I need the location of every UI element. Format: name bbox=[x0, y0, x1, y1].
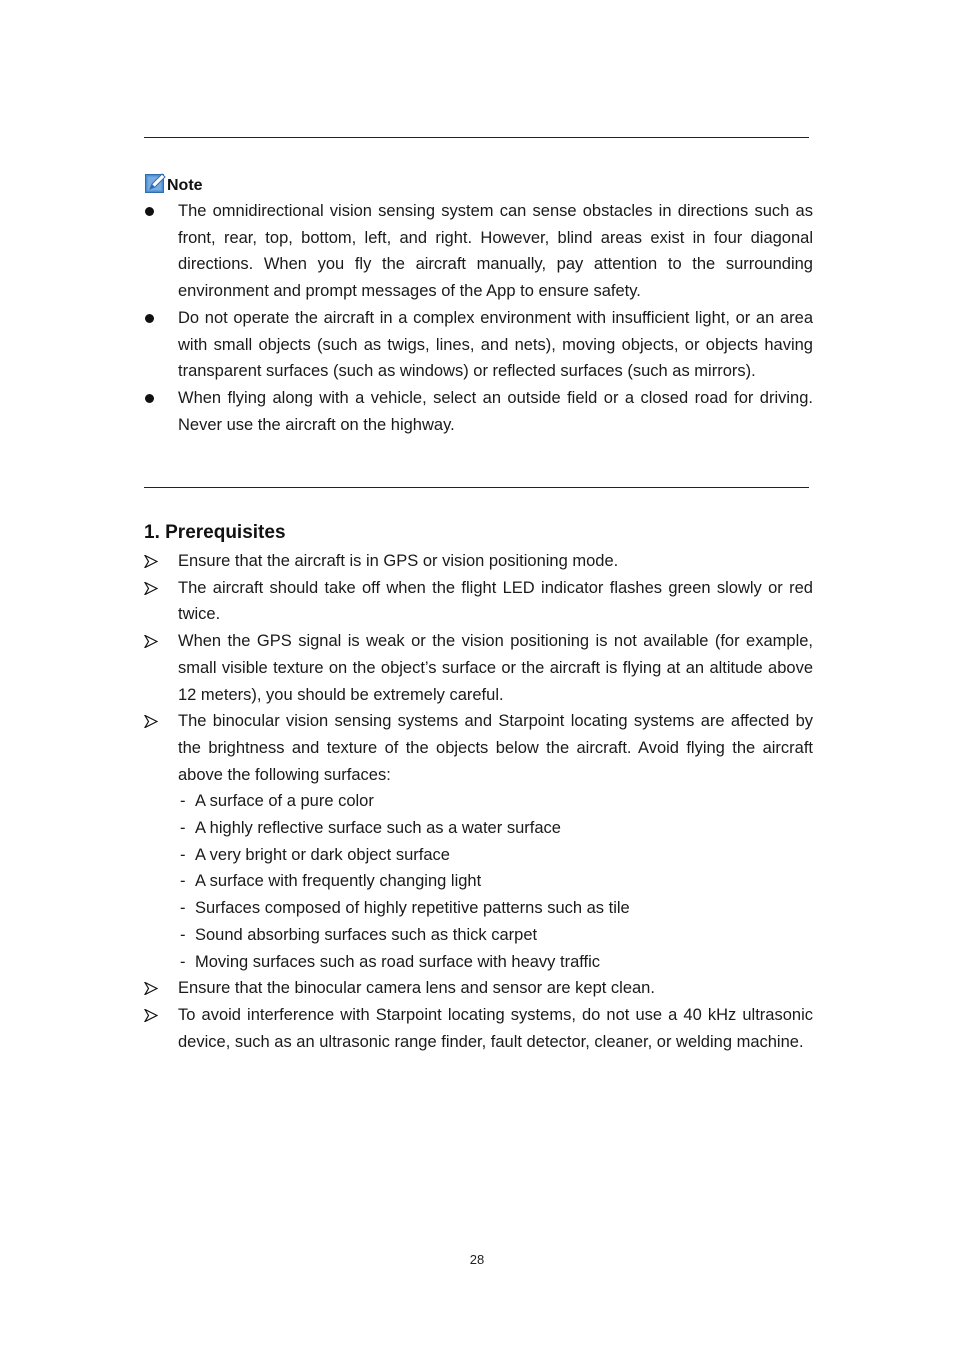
prerequisite-item bbox=[144, 548, 813, 575]
prerequisite-item bbox=[144, 628, 813, 708]
prerequisite-item bbox=[144, 708, 813, 975]
prerequisite-text: To avoid interference with Starpoint locating systems, do not use a 40 kHz ultrasonic device, such as an ultrasonic range finder, fault detector, cleaner, or welding machine. bbox=[178, 1005, 813, 1051]
prerequisites-list bbox=[144, 548, 813, 1055]
arrow-bullet-icon bbox=[144, 575, 164, 602]
bullet-dot-icon bbox=[145, 207, 154, 216]
note-label: Note bbox=[167, 177, 203, 194]
prerequisite-text: When the GPS signal is weak or the vision positioning is not available (for example, small visible texture on the object’s surface or the aircraft is flying at an altitude above 12 meters), you should be extremely careful. bbox=[178, 632, 813, 704]
arrow-bullet-icon bbox=[144, 975, 164, 1002]
note-item bbox=[144, 385, 813, 438]
bottom-divider bbox=[144, 487, 809, 488]
prerequisite-item bbox=[144, 575, 813, 628]
surface-item: - A highly reflective surface such as a water surface bbox=[178, 815, 813, 842]
surfaces-list bbox=[178, 788, 813, 975]
note-item-text: Do not operate the aircraft in a complex environment with insufficient light, or an area with small objects (such as twigs, lines, and nets), moving objects, or objects having transparent surfaces (such as windows) or reflected surfaces (such as mirrors). bbox=[178, 308, 813, 381]
note-item-text: The omnidirectional vision sensing system can sense obstacles in directions such as front, rear, top, bottom, left, and right. However, blind areas exist in four diagonal directions. When you fly the aircraft manually, pay attention to the surrounding environment and prompt messages of the App to ensure safety. bbox=[178, 202, 813, 301]
bullet-dot-icon bbox=[145, 314, 154, 323]
surface-item: - A surface of a pure color bbox=[178, 788, 813, 815]
note-list bbox=[144, 198, 813, 438]
top-divider bbox=[144, 137, 809, 138]
surface-item: - Moving surfaces such as road surface with heavy traffic bbox=[178, 949, 813, 976]
note-item bbox=[144, 305, 813, 385]
section-title: 1. Prerequisites bbox=[144, 522, 286, 543]
prerequisite-item bbox=[144, 975, 813, 1002]
surface-item: - Sound absorbing surfaces such as thick carpet bbox=[178, 922, 813, 949]
note-heading bbox=[145, 170, 203, 194]
prerequisite-text: The aircraft should take off when the flight LED indicator flashes green slowly or red twice. bbox=[178, 578, 813, 624]
prerequisite-text: Ensure that the binocular camera lens and sensor are kept clean. bbox=[178, 979, 655, 998]
page-number: 28 bbox=[469, 1252, 485, 1267]
prerequisite-item bbox=[144, 1002, 813, 1055]
bullet-dot-icon bbox=[145, 394, 154, 403]
arrow-bullet-icon bbox=[144, 1002, 164, 1029]
note-item-text: When flying along with a vehicle, select an outside field or a closed road for driving. Never use the aircraft on the highway. bbox=[178, 388, 813, 434]
arrow-bullet-icon bbox=[144, 708, 164, 735]
note-pencil-icon bbox=[145, 172, 167, 194]
arrow-bullet-icon bbox=[144, 628, 164, 655]
arrow-bullet-icon bbox=[144, 548, 164, 575]
prerequisite-text: Ensure that the aircraft is in GPS or vision positioning mode. bbox=[178, 552, 619, 570]
note-item bbox=[144, 198, 813, 305]
surface-item: - A very bright or dark object surface bbox=[178, 842, 813, 869]
surface-item: - A surface with frequently changing light bbox=[178, 868, 813, 895]
surface-item: - Surfaces composed of highly repetitive patterns such as tile bbox=[178, 895, 813, 922]
prerequisite-text: The binocular vision sensing systems and Starpoint locating systems are affected by the brightness and texture of the objects below the aircraft. Avoid flying the aircraft above the following surfaces: bbox=[178, 712, 813, 784]
